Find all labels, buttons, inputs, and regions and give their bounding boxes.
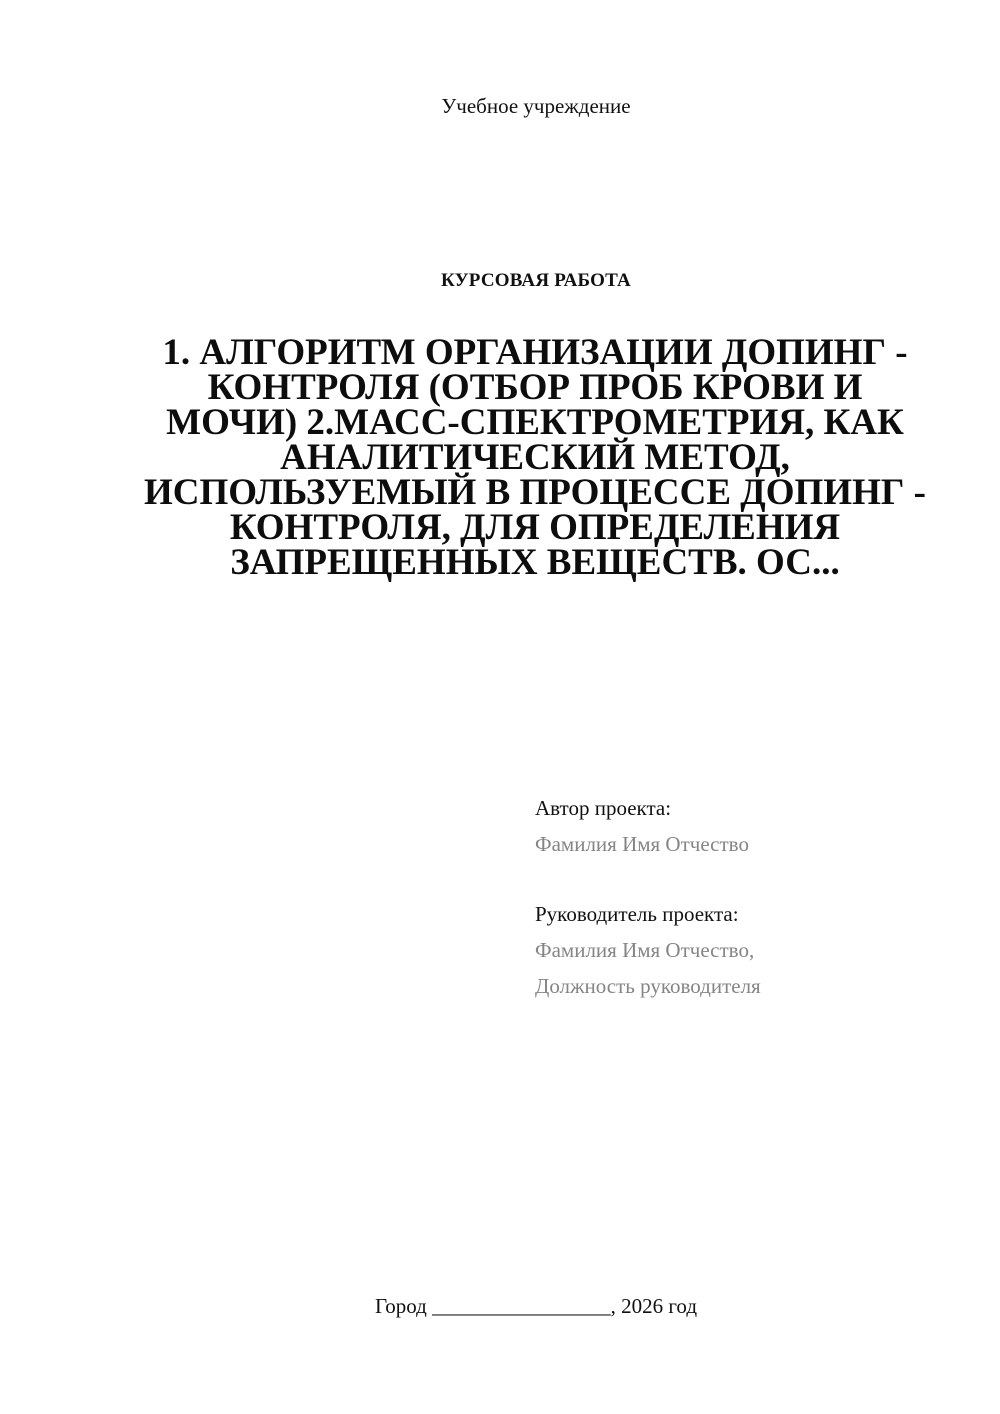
supervisor-name: Фамилия Имя Отчество, xyxy=(535,938,755,962)
work-type-heading: КУРСОВАЯ РАБОТА xyxy=(441,270,631,291)
supervisor-position: Должность руководителя xyxy=(535,974,761,998)
supervisor-label: Руководитель проекта: xyxy=(535,902,739,926)
author-label: Автор проекта: xyxy=(535,796,672,820)
city-year-line: Город _________________, 2026 год xyxy=(374,1294,698,1318)
institution-name: Учебное учреждение xyxy=(441,94,631,118)
people-block xyxy=(535,790,955,1004)
work-title: 1. АЛГОРИТМ ОРГАНИЗАЦИИ ДОПИНГ - КОНТРОЛЯ (ОТБОР ПРОБ КРОВИ И МОЧИ) 2.МАСС-СПЕКТРОМЕТРИЯ, КАК АНАЛИТИЧЕСКИЙ МЕТОД, ИСПОЛЬЗУЕМЫЙ В ПРОЦЕССЕ ДОПИНГ - КОНТРОЛЯ, ДЛЯ ОПРЕДЕЛЕНИЯ ЗАПРЕЩЕННЫХ ВЕЩЕСТВ. ОС... xyxy=(144,332,926,583)
spacer xyxy=(535,862,955,896)
author-name: Фамилия Имя Отчество xyxy=(535,832,749,856)
